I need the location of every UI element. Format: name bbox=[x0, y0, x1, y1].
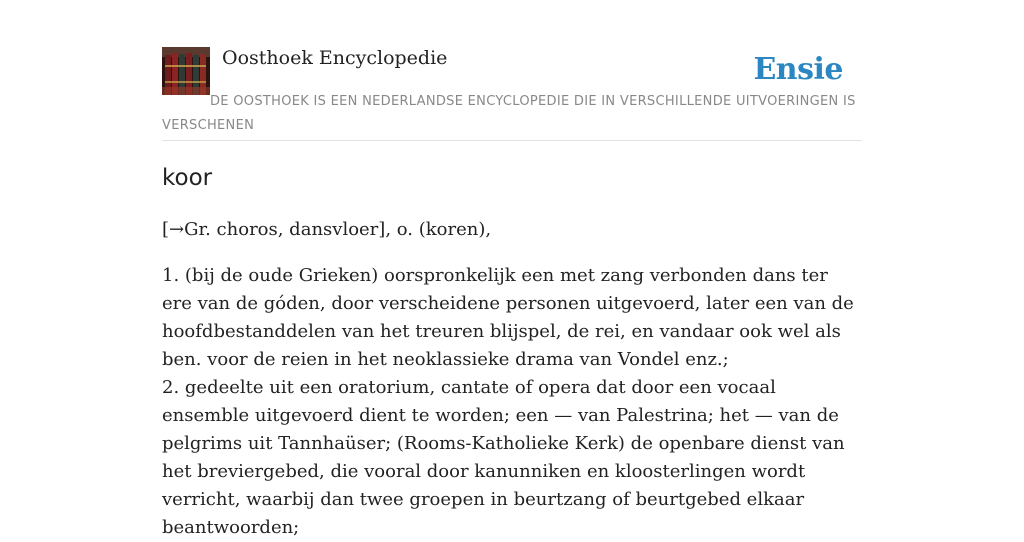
entry-definitions bbox=[162, 262, 862, 542]
site-tagline: DE OOSTHOEK IS EEN NEDERLANDSE ENCYCLOPEDIE DIE IN VERSCHILLENDE UITVOERINGEN IS VERSCHENEN bbox=[162, 94, 856, 133]
entry-title: koor bbox=[162, 165, 213, 191]
entry-content bbox=[162, 160, 862, 542]
definition-item: 2. gedeelte uit een oratorium, cantate of opera dat door een vocaal ensemble uitgevoerd dient te worden; een — van Palestrina; het — van de pelgrims uit Tannhaüser; (Rooms-Katholieke Kerk) de openbare dienst van het breviergebed, die vooral door kanunniken en kloosterlingen wordt verricht, waarbij dan twee groepen in beurtzang of beurtgebed elkaar beantwoorden; bbox=[162, 377, 845, 538]
definition-item: 1. (bij de oude Grieken) oorspronkelijk een met zang verbonden dans ter ere van de góden, door verscheidene personen uitgevoerd, later een van de hoofdbestanddelen van het treuren blijspel, de rei, en vandaar ook wel als ben. voor de reien in het neoklassieke drama van Vondel enz.; bbox=[162, 265, 854, 370]
brand-logo[interactable]: Ensie bbox=[753, 52, 843, 87]
avatar[interactable] bbox=[162, 47, 210, 95]
entry-etymology: [→Gr. choros, dansvloer], o. (koren), bbox=[162, 219, 492, 240]
site-title[interactable]: Oosthoek Encyclopedie bbox=[222, 47, 448, 69]
site-header bbox=[162, 46, 862, 141]
book-spines-icon bbox=[162, 47, 210, 95]
